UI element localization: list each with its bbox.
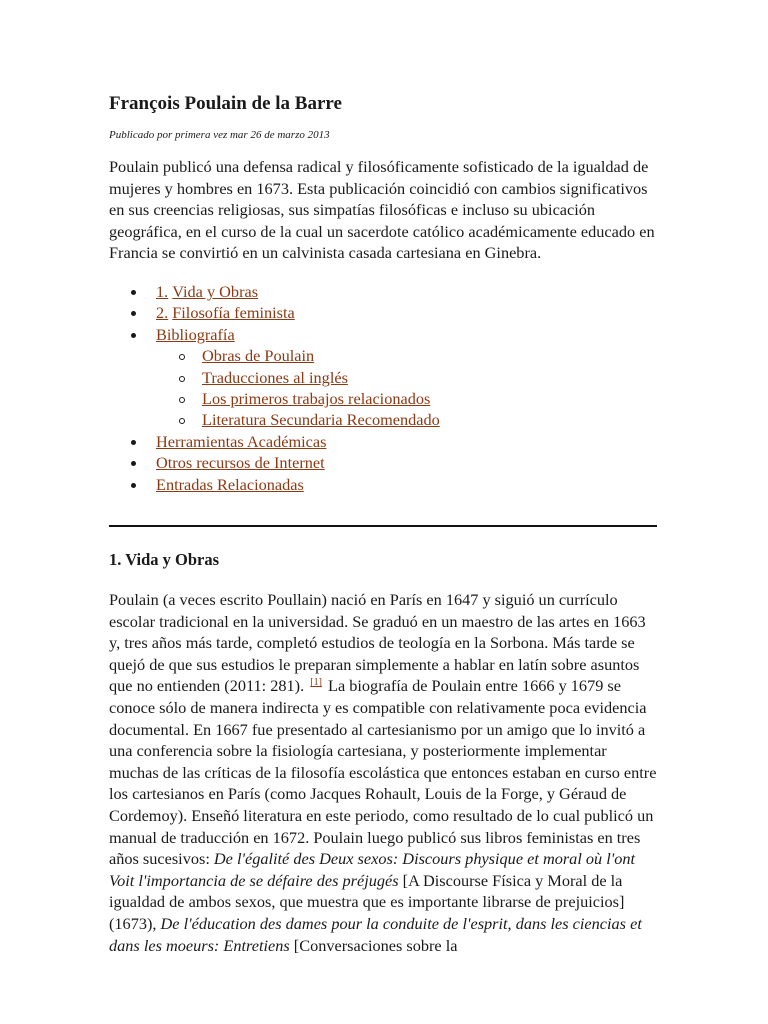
toc-link-obras-de-poulain[interactable]: Obras de Poulain bbox=[202, 346, 315, 366]
toc-link-entradas-relacionadas[interactable]: Entradas Relacionadas bbox=[156, 474, 304, 494]
publication-date: Publicado por primera vez mar 26 de marzo 2013 bbox=[109, 129, 330, 141]
section-paragraph bbox=[109, 589, 657, 956]
toc-subitem-obras-de-poulain bbox=[109, 345, 657, 366]
toc-link-otros-recursos[interactable]: Otros recursos de Internet bbox=[156, 453, 325, 473]
intro-paragraph: Poulain publicó una defensa radical y filosóficamente sofisticado de la igualdad de mujeres y hombres en 1673. Esta publicación coincidió con cambios significativos en sus creencias religiosas, sus simpatías filosóficas e incluso su ubicación geográfica, en el curso de la cual un sacerdote católico académicamente educado en Francia se convirtió en un calvinista casada cartesiana en Ginebra. bbox=[109, 157, 655, 263]
toc-subitem-literatura-secundaria bbox=[109, 409, 657, 430]
toc-link-2-number[interactable]: 2. bbox=[156, 303, 169, 323]
toc-subitem-primeros-trabajos bbox=[109, 388, 657, 409]
footnote-link-1[interactable]: [1] bbox=[310, 677, 322, 689]
toc-link-herramientas[interactable]: Herramientas Académicas bbox=[156, 431, 327, 451]
book-title-egalite: De l'égalité des Deux sexos: Discours physique et moral où l'ont Voit l'importancia de se défaire des préjugés bbox=[109, 849, 636, 890]
toc-item-vida-y-obras bbox=[109, 281, 657, 302]
footnote-marker bbox=[310, 677, 322, 688]
toc-link-traducciones[interactable]: Traducciones al inglés bbox=[202, 367, 348, 387]
toc-link-vida-y-obras[interactable]: Vida y Obras bbox=[172, 281, 259, 301]
section-heading-vida-y-obras: 1. Vida y Obras bbox=[109, 550, 220, 570]
table-of-contents bbox=[109, 281, 657, 495]
paragraph-text-a: Poulain (a veces escrito Poullain) nació en París en 1647 y siguió un currículo escolar tradicional en la universidad. Se graduó en un maestro de las artes en 1663 y, tres años más tarde, completó estudios de teología en la Sorbona. Más tarde se quejó de que sus estudios le preparan simplemente a hablar en latín sobre asuntos que no entienden (2011: 281). bbox=[109, 590, 646, 696]
article-title: François Poulain de la Barre bbox=[109, 93, 342, 114]
toc-item-otros-recursos bbox=[109, 452, 657, 473]
paragraph-text-c: [A Discourse Física y Moral de la igualdad de ambos sexos, que muestra que es importante librarse de prejuicios] (1673), bbox=[109, 870, 625, 933]
toc-item-filosofia-feminista bbox=[109, 302, 657, 323]
toc-link-filosofia-feminista[interactable]: Filosofía feminista bbox=[172, 303, 295, 323]
toc-item-bibliografia bbox=[109, 324, 657, 345]
paragraph-text-b: La biografía de Poulain entre 1666 y 1679 se conoce sólo de manera indirecta y es compatible con relativamente poca evidencia documental. En 1667 fue presentado al cartesianismo por un amigo que lo invitó a una conferencia sobre la fisiología cartesiana, y posteriormente implementar muchas de las críticas de la filosofía escolástica que entonces estaban en curso entre los cartesianos en París (como Jacques Rohault, Louis de la Forge, y Géraud de Cordemoy). Enseñó literatura en este periodo, como resultado de lo cual publicó un manual de traducción en 1672. Poulain luego publicó sus libros feministas en tres años sucesivos: bbox=[109, 676, 657, 869]
article-content bbox=[109, 92, 657, 956]
paragraph-text-d: [Conversaciones sobre la bbox=[289, 935, 458, 955]
toc-link-1-number[interactable]: 1. bbox=[156, 281, 169, 301]
toc-item-entradas-relacionadas bbox=[109, 474, 657, 495]
toc-item-herramientas bbox=[109, 431, 657, 452]
toc-link-primeros-trabajos[interactable]: Los primeros trabajos relacionados bbox=[202, 389, 431, 408]
toc-link-literatura-secundaria[interactable]: Literatura Secundaria Recomendado bbox=[202, 410, 440, 430]
toc-subitem-traducciones bbox=[109, 367, 657, 388]
book-title-education: De l'éducation des dames pour la conduite de l'esprit, dans les ciencias et dans les moeurs: Entretiens bbox=[109, 913, 642, 955]
section-divider bbox=[109, 525, 657, 527]
toc-link-bibliografia[interactable]: Bibliografía bbox=[156, 324, 235, 344]
